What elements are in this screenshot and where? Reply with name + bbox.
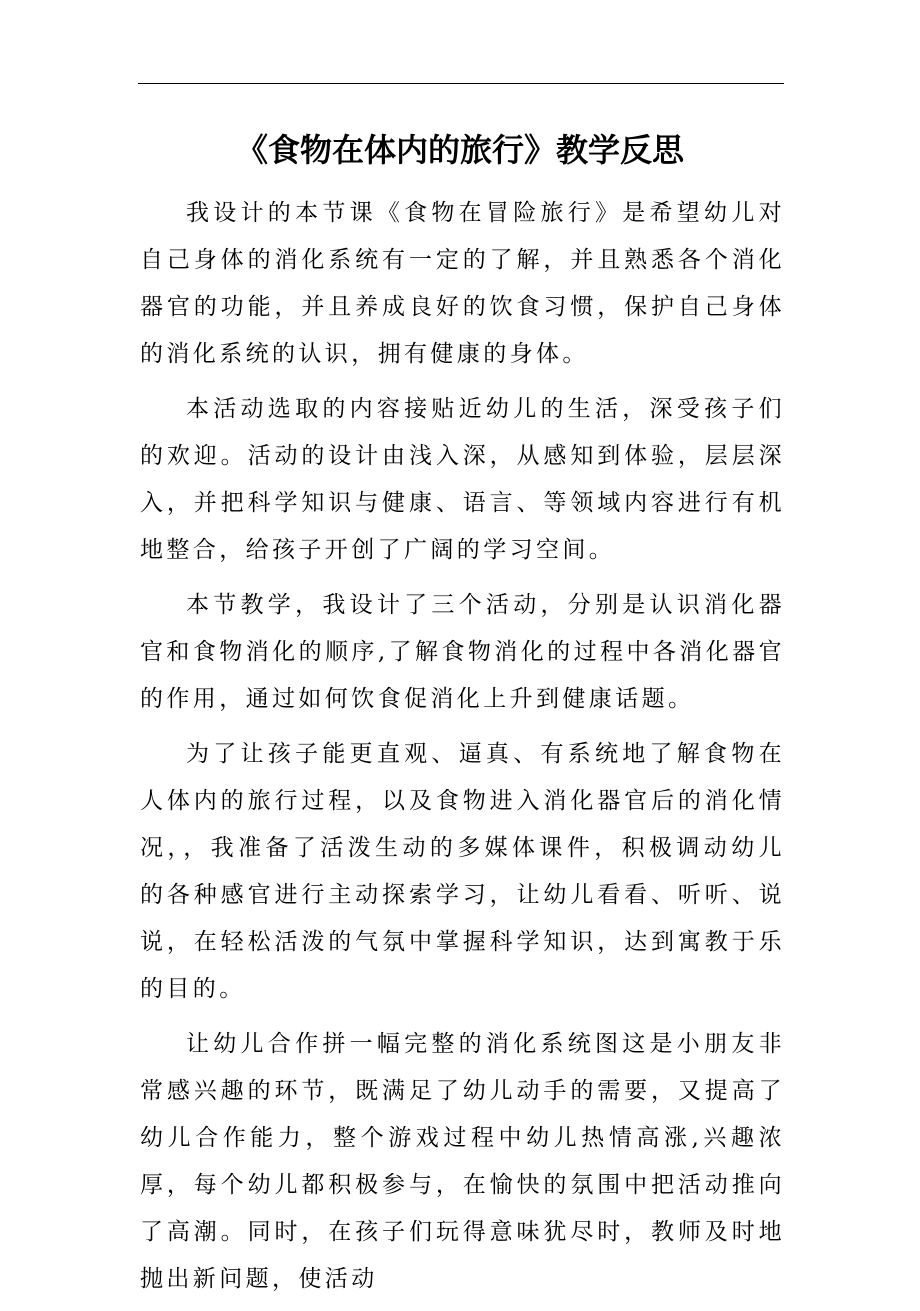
paragraph-5: 让幼儿合作拼一幅完整的消化系统图这是小朋友非常感兴趣的环节，既满足了幼儿动手的需要，又提高了幼儿合作能力，整个游戏过程中幼儿热情高涨,兴趣浓厚，每个幼儿都积极参与，在愉快的氛围中把活动推向了高潮。同时，在孩子们玩得意味犹尽时，教师及时地抛出新问题，使活动 xyxy=(140,1031,785,1292)
paragraph-3: 本节教学，我设计了三个活动，分别是认识消化器官和食物消化的顺序,了解食物消化的过程中各消化器官的作用，通过如何饮食促消化上升到健康话题。 xyxy=(140,592,785,712)
paragraph-4: 为了让孩子能更直观、逼真、有系统地了解食物在人体内的旅行过程，以及食物进入消化器官后的消化情况，，我准备了活泼生动的多媒体课件，积极调动幼儿的各种感官进行主动探索学习，让幼儿看看、听听、说说，在轻松活泼的气氛中掌握科学知识，达到寓教于乐的目的。 xyxy=(140,741,785,1002)
document-body xyxy=(140,190,785,1311)
paragraph-2: 本活动选取的内容接贴近幼儿的生活，深受孩子们的欢迎。活动的设计由浅入深，从感知到体验，层层深入，并把科学知识与健康、语言、等领域内容进行有机地整合，给孩子开创了广阔的学习空间。 xyxy=(140,396,785,563)
paragraph-1: 我设计的本节课《食物在冒险旅行》是希望幼儿对自己身体的消化系统有一定的了解，并且熟悉各个消化器官的功能，并且养成良好的饮食习惯，保护自己身体的消化系统的认识，拥有健康的身体。 xyxy=(140,200,785,367)
document-title: 《食物在体内的旅行》教学反思 xyxy=(235,131,684,169)
header-rule xyxy=(138,83,784,84)
